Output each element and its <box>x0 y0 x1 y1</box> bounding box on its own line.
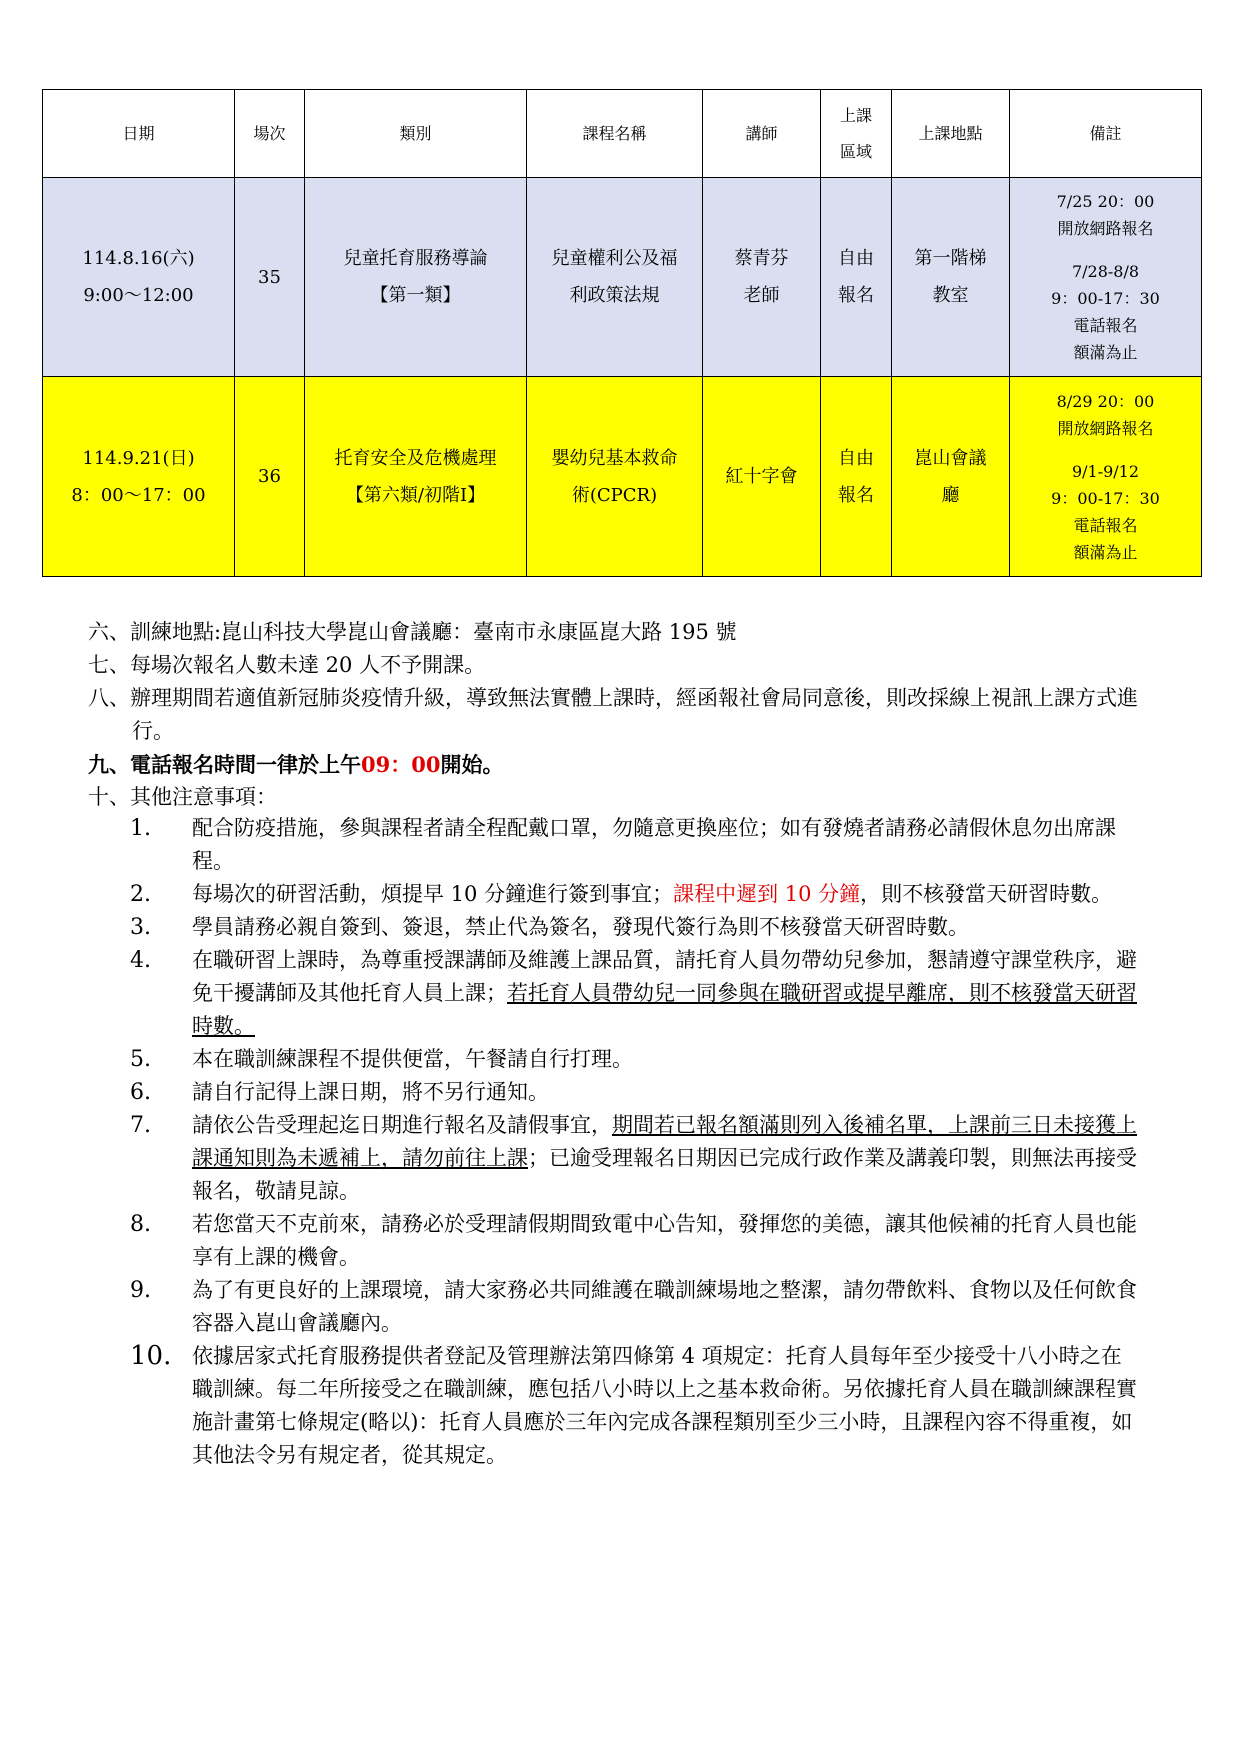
late-warning-highlight: 課程中遲到 10 分鐘 <box>673 882 861 906</box>
cell-course: 嬰幼兒基本救命 術(CPCR) <box>527 377 703 577</box>
cell-date: 114.8.16(六) 9:00～12:00 <box>43 178 235 377</box>
cell-teacher: 蔡青芬 老師 <box>703 178 821 377</box>
cell-area: 自由 報名 <box>821 178 892 377</box>
cell-session: 35 <box>235 178 305 377</box>
note-minimum-enrollment: 七、每場次報名人數未達 20 人不予開課。 <box>88 653 486 677</box>
header-course: 課程名稱 <box>527 90 703 178</box>
cell-course: 兒童權利公及福 利政策法規 <box>527 178 703 377</box>
header-category: 類別 <box>305 90 527 178</box>
notes-section <box>88 616 1168 814</box>
list-item: 9. 為了有更良好的上課環境，請大家務必共同維護在職訓練場地之整潔，請勿帶飲料、食物以及任何飲食容器入崑山會議廳內。 <box>130 1278 1137 1335</box>
list-item: 5. 本在職訓練課程不提供便當，午餐請自行打理。 <box>130 1047 633 1072</box>
notice-items-list <box>130 812 1140 1472</box>
cell-teacher: 紅十字會 <box>703 377 821 577</box>
header-remarks: 備註 <box>1010 90 1202 178</box>
table-row <box>43 377 1202 577</box>
cell-area: 自由 報名 <box>821 377 892 577</box>
cell-date: 114.9.21(日) 8：00～17：00 <box>43 377 235 577</box>
table-row <box>43 178 1202 377</box>
cell-remarks: 8/29 20：00 開放網路報名 9/1-9/12 9：00-17：30 電話報名 額滿為止 <box>1010 377 1202 577</box>
cell-location: 崑山會議 廳 <box>892 377 1010 577</box>
note-phone-registration-time: 九、電話報名時間一律於上午09：00開始。 <box>88 752 504 777</box>
list-item: 3. 學員請務必親自簽到、簽退，禁止代為簽名，發現代簽行為則不核發當天研習時數。 <box>130 915 969 940</box>
list-item: 7. 請依公告受理起迄日期進行報名及請假事宜，期間若已報名額滿則列入後補名單，上課前三日未接獲上課通知則為未遞補上，請勿前往上課；已逾受理報名日期因已完成行政作業及講義印製，則無法再接受報名，敬請見諒。 <box>130 1113 1137 1203</box>
list-item: 10. 依據居家式托育服務提供者登記及管理辦法第四條第 4 項規定：托育人員每年至少接受十八小時之在職訓練。每二年所接受之在職訓練，應包括八小時以上之基本救命術。另依據托育人員在職訓練課程實施計畫第七條規定(略以)：托育人員應於三年內完成各課程類別至少三小時，且課程內容不得重複，如其他法令另有規定者，從其規定。 <box>130 1341 1137 1467</box>
underlined-rule: 期間若已報名額滿則列入後補名單，上課前三日未接獲上課通知則為未遞補上，請勿前往上課 <box>192 1113 1137 1170</box>
table-header-row <box>43 90 1202 178</box>
header-area: 上課 區域 <box>821 90 892 178</box>
cell-session: 36 <box>235 377 305 577</box>
list-item: 1. 配合防疫措施，參與課程者請全程配戴口罩，勿隨意更換座位；如有發燒者請務必請假休息勿出席課程。 <box>130 816 1116 873</box>
cell-category: 托育安全及危機處理 【第六類/初階Ⅰ】 <box>305 377 527 577</box>
underlined-rule: 若托育人員帶幼兒一同參與在職研習或提早離席，則不核發當天研習時數。 <box>192 981 1137 1038</box>
note-training-location: 六、訓練地點:崑山科技大學崑山會議廳：臺南市永康區崑大路 195 號 <box>88 620 737 644</box>
course-schedule-table <box>42 89 1202 577</box>
list-item: 8. 若您當天不克前來，請務必於受理請假期間致電中心告知，發揮您的美德，讓其他候補的托育人員也能享有上課的機會。 <box>130 1212 1137 1269</box>
list-item: 2. 每場次的研習活動，煩提早 10 分鐘進行簽到事宜；課程中遲到 10 分鐘，則不核發當天研習時數。 <box>130 882 1113 907</box>
list-item: 4. 在職研習上課時，為尊重授課講師及維護上課品質，請托育人員勿帶幼兒參加，懇請遵守課堂秩序，避免干擾講師及其他托育人員上課；若托育人員帶幼兒一同參與在職研習或提早離席，則不核發當天研習時數。 <box>130 948 1137 1038</box>
header-session: 場次 <box>235 90 305 178</box>
list-item: 6. 請自行記得上課日期，將不另行通知。 <box>130 1080 549 1105</box>
header-teacher: 講師 <box>703 90 821 178</box>
cell-category: 兒童托育服務導論 【第一類】 <box>305 178 527 377</box>
registration-time-highlight: 09：00 <box>361 752 441 777</box>
cell-remarks: 7/25 20：00 開放網路報名 7/28-8/8 9：00-17：30 電話報名 額滿為止 <box>1010 178 1202 377</box>
cell-location: 第一階梯 教室 <box>892 178 1010 377</box>
note-online-fallback: 八、辦理期間若適值新冠肺炎疫情升級，導致無法實體上課時，經函報社會局同意後，則改採線上視訊上課方式進行。 <box>88 686 1138 743</box>
header-date: 日期 <box>43 90 235 178</box>
header-location: 上課地點 <box>892 90 1010 178</box>
note-other-heading: 十、其他注意事項： <box>88 785 277 809</box>
